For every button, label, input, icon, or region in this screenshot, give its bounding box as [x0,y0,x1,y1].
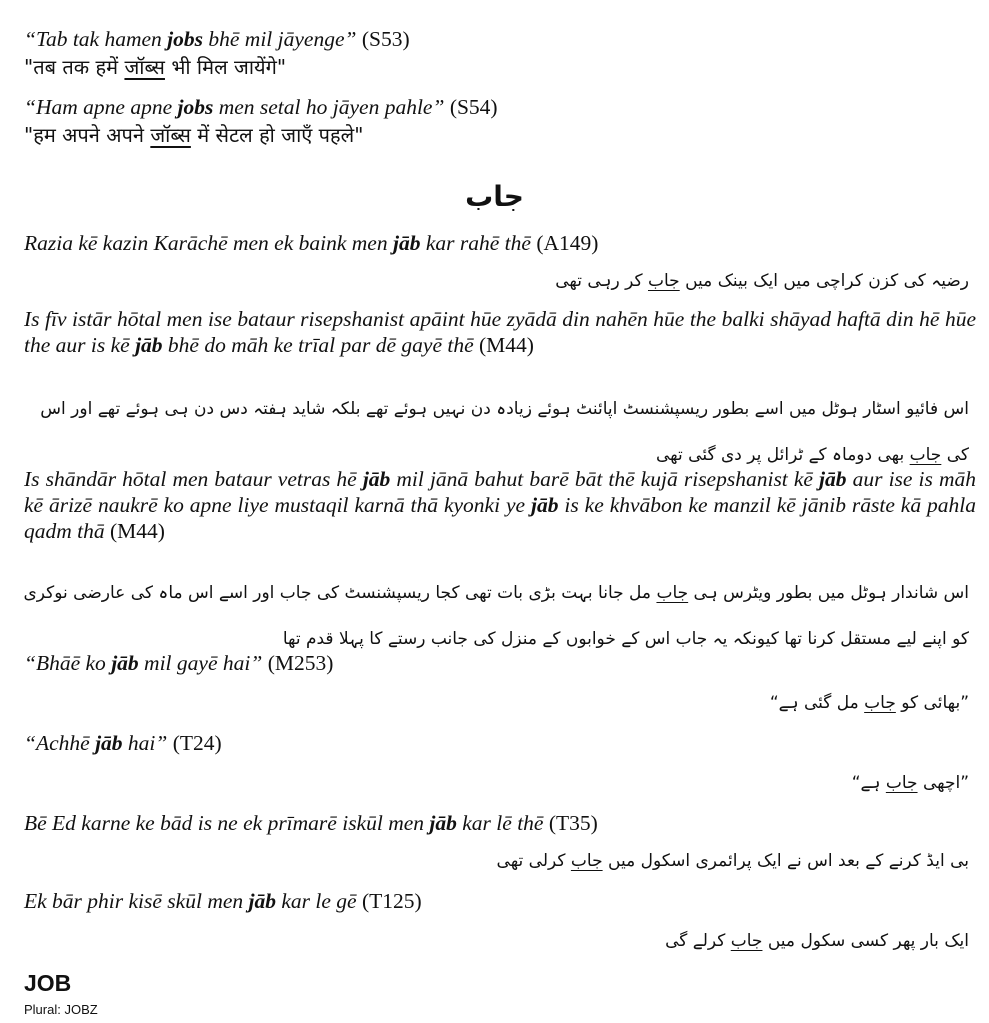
example-romanized: Is shāndār hōtal men bataur vetras hē jāb mil jānā bahut barē bāt thē kujā risepshanist kē jāb aur ise is māh kē ārizē naukrē ko apne liye mustaqil karnā thā kyonki ye jāb is ke khvābon ke manzil kē jānib rāste kā pahla qadm thā (M44) [24,467,976,543]
example-urdu: ”بھائی کو جاب مل گئی ہے“ [769,693,969,713]
source-ref: (S53) [356,27,410,51]
example-romanized: Is fīv istār hōtal men ise bataur risepshanist apāint hūe zyādā din nahēn hūe the balki shāyad haftā din hē hūe the aur is kē jāb bhē do māh ke trīal par dē gayē thē (M44) [24,307,976,357]
keyword: jāb [135,333,163,357]
keyword: jobs [177,95,214,119]
source-ref: (T24) [167,731,222,755]
source-ref: (M44) [473,333,534,357]
example-hindi: "हम अपने अपने जॉब्स में सेटल हो जाएँ पहले" [24,123,364,147]
keyword: jāb [248,889,276,913]
example-urdu: ایک بار پھر کسی سکول میں جاب کرلے گی [665,931,969,951]
keyword: jāb [429,811,457,835]
keyword-underlined: जॉब्स [124,55,165,79]
source-ref: (M253) [262,651,334,675]
example-hindi: "तब तक हमें जॉब्स भी मिल जायेंगे" [24,55,287,79]
section-heading: جاب [465,180,524,213]
keyword-underlined: جاب [730,931,763,951]
source-ref: (M44) [104,519,165,543]
example-romanized: “Achhē jāb hai” (T24) [24,731,222,755]
keyword-underlined: جاب [885,773,918,793]
example-urdu: اس فائیو اسٹار ہوٹل میں اسے بطور ریسپشنسٹ اپائنٹ ہوئے زیادہ دن نہیں ہوئے تھے بلکہ شاید ہفتہ دس دن ہی ہوئے تھے اور اس کی جاب بھی دوماہ کے ٹرائل پر دی گئی تھی [40,399,969,465]
example-romanized: “Ham apne apne jobs men setal ho jāyen pahle” (S54) [24,95,498,119]
source-ref: (S54) [444,95,498,119]
keyword-underlined: जॉब्स [150,123,191,147]
keyword: jāb [531,493,559,517]
example-urdu: بی ایڈ کرنے کے بعد اس نے ایک پرائمری اسکول میں جاب کرلی تھی [496,851,969,871]
keyword-underlined: جاب [648,271,680,291]
example-urdu: اس شاندار ہوٹل میں بطور ویٹرس ہی جاب مل جانا بہت بڑی بات تھی کجا ریسپشنسٹ کی جاب اور اسے اس ماہ کی عارضی نوکری کو اپنے لیے مستقل کرنا تھا کیونکہ یہ جاب اس کے خوابوں کے منزل کی جانب رستے کا پہلا قدم تھا [23,583,969,649]
keyword-underlined: جاب [570,851,603,871]
example-romanized: Bē Ed karne ke bād is ne ek prīmarē iskūl men jāb kar lē thē (T35) [24,811,598,835]
source-ref: (T125) [356,889,422,913]
entry-plural: Plural: JOBZ [24,1002,98,1017]
example-romanized: Ek bār phir kisē skūl men jāb kar le gē (T125) [24,889,422,913]
keyword: jobs [167,27,204,51]
example-romanized: “Tab tak hamen jobs bhē mil jāyenge” (S53) [24,27,410,51]
example-urdu: ”اچھی جاب ہے“ [851,773,969,793]
keyword-underlined: جاب [909,445,942,465]
keyword: jāb [95,731,123,755]
keyword-underlined: جاب [656,583,689,603]
keyword: jāb [362,467,391,491]
example-romanized: “Bhāē ko jāb mil gayē hai” (M253) [24,651,334,675]
source-ref: (T35) [543,811,598,835]
keyword: jāb [819,467,847,491]
keyword: jāb [111,651,139,675]
keyword-underlined: جاب [864,693,896,713]
keyword: jāb [392,231,421,255]
example-urdu: رضیہ کی کزن کراچی میں ایک بینک میں جاب کر رہی تھی [555,271,969,291]
entry-title: JOB [24,970,72,996]
example-romanized: Razia kē kazin Karāchē men ek baink men jāb kar rahē thē (A149) [24,231,599,255]
source-ref: (A149) [530,231,599,255]
